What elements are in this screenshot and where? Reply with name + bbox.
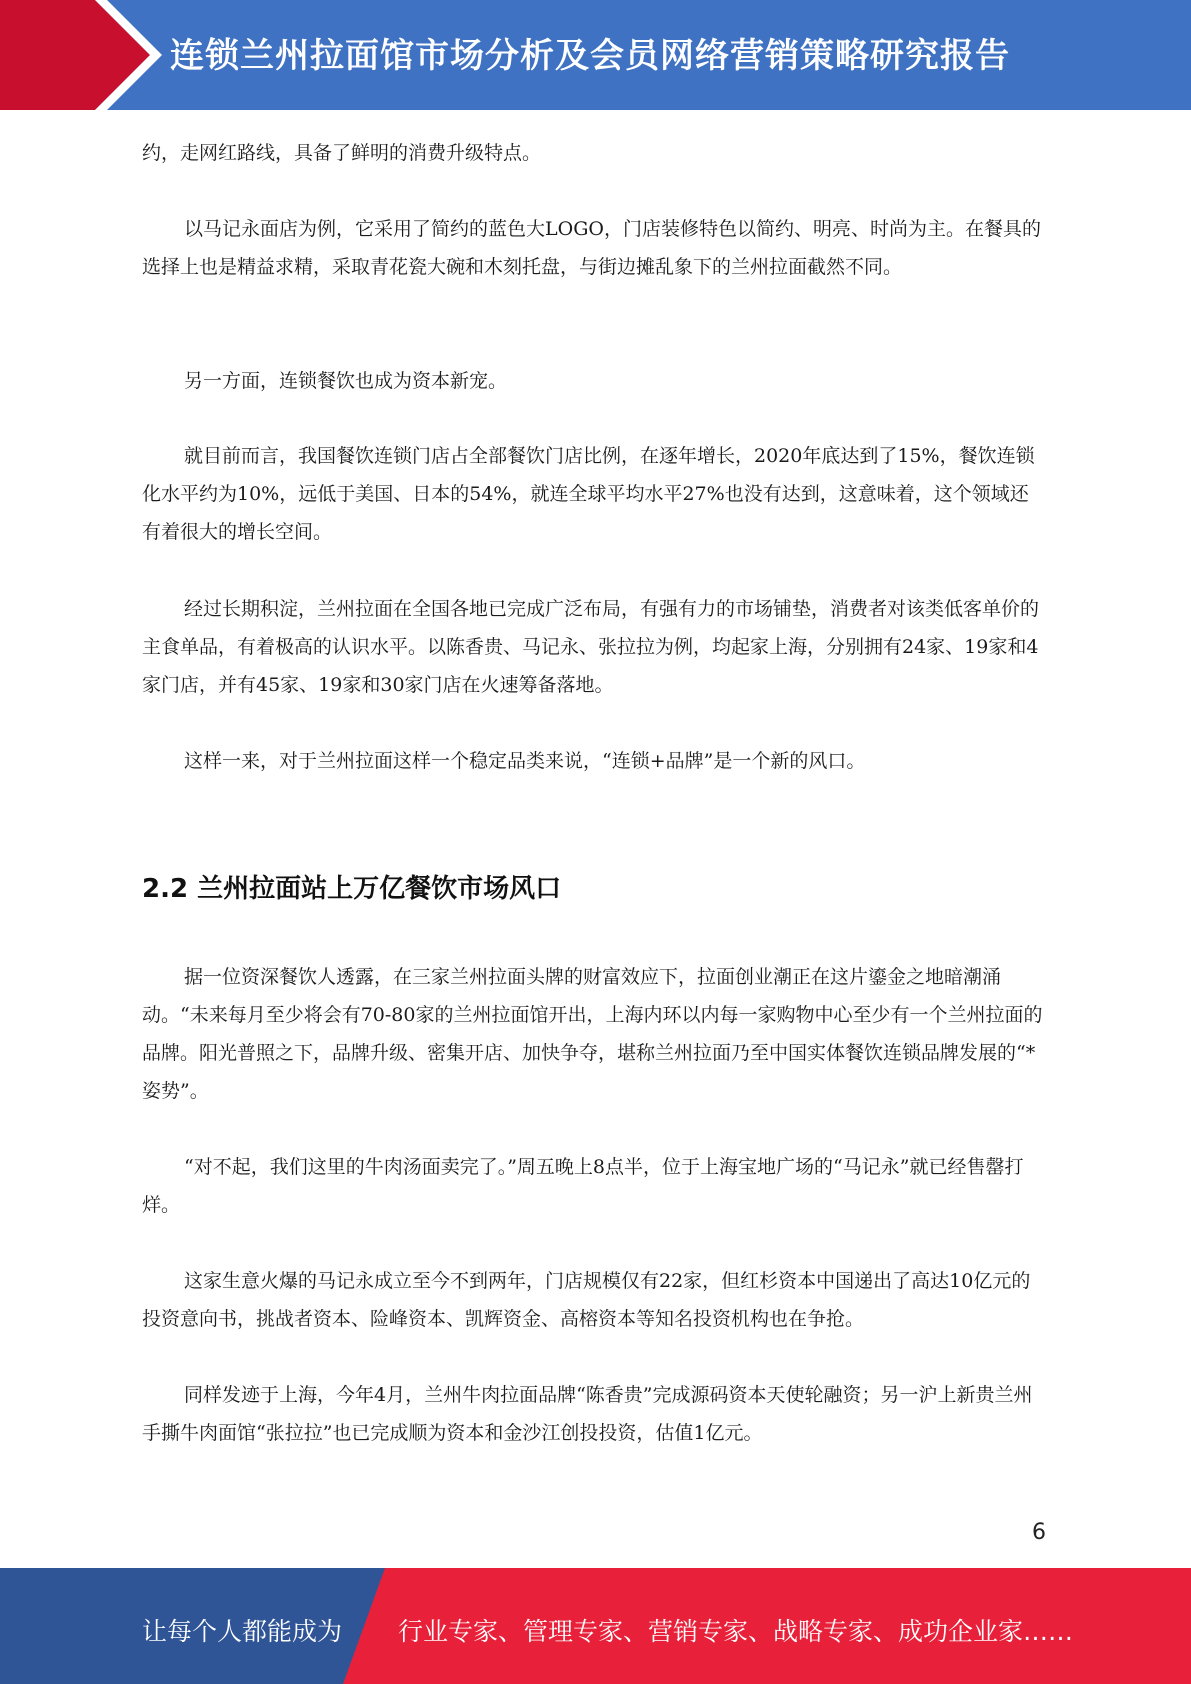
paragraph: 就目前而言，我国餐饮连锁门店占全部餐饮门店比例，在逐年增长，2020年底达到了15%，餐饮连锁化水平约为10%，远低于美国、日本的54%，就连全球平均水平27%也没有达到，这意味着，这个领域还有着很大的增长空间。 <box>142 445 1035 543</box>
paragraph: 这样一来，对于兰州拉面这样一个稳定品类来说，“连锁+品牌”是一个新的风口。 <box>184 750 866 772</box>
page-number: 6 <box>1032 1520 1046 1545</box>
page-header <box>0 0 1191 110</box>
report-title: 连锁兰州拉面馆市场分析及会员网络营销策略研究报告 <box>170 36 1010 76</box>
footer-slogan-left: 让每个人都能成为 <box>142 1617 343 1646</box>
section-heading: 2.2 兰州拉面站上万亿餐饮市场风口 <box>142 874 562 904</box>
paragraph: “对不起，我们这里的牛肉汤面卖完了。”周五晚上8点半，位于上海宝地广场的“马记永”就已经售罄打烊。 <box>142 1156 1024 1216</box>
paragraph: 经过长期积淀，兰州拉面在全国各地已完成广泛布局，有强有力的市场铺垫，消费者对该类低客单价的主食单品，有着极高的认识水平。以陈香贵、马记永、张拉拉为例，均起家上海，分别拥有24家、19家和4家门店，并有45家、19家和30家门店在火速筹备落地。 <box>142 598 1040 696</box>
paragraph: 同样发迹于上海，今年4月，兰州牛肉拉面品牌“陈香贵”完成源码资本天使轮融资；另一沪上新贵兰州手撕牛肉面馆“张拉拉”也已完成顺为资本和金沙江创投投资，估值1亿元。 <box>142 1384 1033 1444</box>
paragraph: 约，走网红路线，具备了鲜明的消费升级特点。 <box>142 142 542 164</box>
paragraph: 这家生意火爆的马记永成立至今不到两年，门店规模仅有22家，但红杉资本中国递出了高达10亿元的投资意向书，挑战者资本、险峰资本、凯辉资金、高榕资本等知名投资机构也在争抢。 <box>142 1270 1031 1330</box>
footer-slogan-right: 行业专家、管理专家、营销专家、战略专家、成功企业家…… <box>398 1617 1074 1646</box>
paragraph: 据一位资深餐饮人透露，在三家兰州拉面头牌的财富效应下，拉面创业潮正在这片鎏金之地暗潮涌动。“未来每月至少将会有70-80家的兰州拉面馆开出，上海内环以内每一家购物中心至少有一个兰州拉面的品牌。阳光普照之下，品牌升级、密集开店、加快争夺，堪称兰州拉面乃至中国实体餐饮连锁品牌发展的“*姿势”。 <box>142 966 1043 1102</box>
paragraph: 另一方面，连锁餐饮也成为资本新宠。 <box>184 370 508 392</box>
page-footer <box>0 1568 1191 1684</box>
paragraph: 以马记永面店为例，它采用了简约的蓝色大LOGO，门店装修特色以简约、明亮、时尚为主。在餐具的选择上也是精益求精，采取青花瓷大碗和木刻托盘，与街边摊乱象下的兰州拉面截然不同。 <box>142 218 1041 278</box>
